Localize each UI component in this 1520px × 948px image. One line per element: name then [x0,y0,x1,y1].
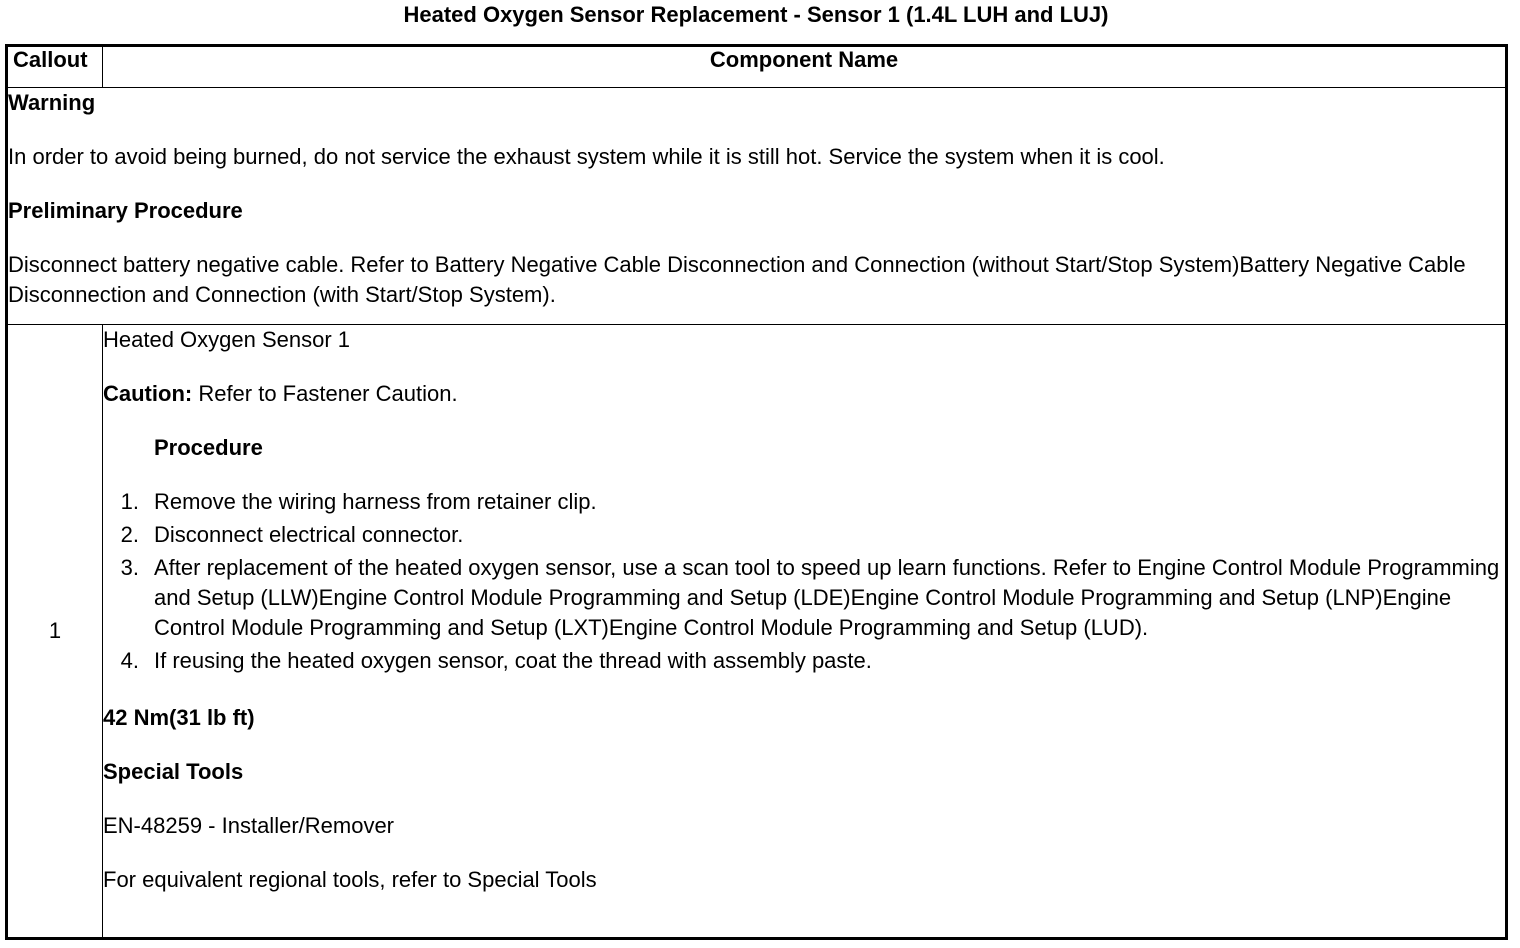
list-item [103,487,1505,517]
caution-line [103,379,1505,409]
component-name: Heated Oxygen Sensor 1 [103,327,351,352]
info-row [7,88,1507,325]
preliminary-heading: Preliminary Procedure [8,198,243,223]
procedure-steps [103,487,1505,676]
step-text: If reusing the heated oxygen sensor, coat the thread with assembly paste. [154,648,872,673]
page-title: Heated Oxygen Sensor Replacement - Sensor 1 (1.4L LUH and LUJ) [403,2,1109,27]
step-text: After replacement of the heated oxygen sensor, use a scan tool to speed up learn functions. Refer to Engine Control Module Programming and Setup (LLW)Engine Control Module Programming and Setup (LDE)Engine Control Module Programming and Setup (LNP)Engine Control Module Programming and Setup (LXT)Engine Control Module Programming and Setup (LUD). [154,555,1500,640]
torque-spec: 42 Nm(31 lb ft) [103,705,255,730]
step-number: 3. [120,555,139,580]
procedure-table [5,44,1508,940]
callout-column-header: Callout [7,46,103,88]
caution-text: Refer to Fastener Caution. [192,381,458,406]
list-item [103,646,1505,676]
step-number: 2. [120,522,139,547]
component-name-column-header: Component Name [103,46,1507,88]
warning-heading: Warning [8,90,96,115]
step-number: 4. [120,648,139,673]
list-item [103,520,1505,550]
step-text: Disconnect electrical connector. [154,522,464,547]
table-header-row [7,46,1507,88]
callout-number: 1 [7,325,103,939]
special-tools-heading: Special Tools [103,759,244,784]
equivalent-tools-note: For equivalent regional tools, refer to Special Tools [103,867,597,892]
procedure-heading: Procedure [154,435,263,460]
preliminary-text: Disconnect battery negative cable. Refer to Battery Negative Cable Disconnection and Connection (without Start/Stop System)Battery Negative Cable Disconnection and Connection (with Start/Stop System). [8,252,1466,307]
caution-label: Caution: [103,381,193,406]
warning-text: In order to avoid being burned, do not service the exhaust system while it is still hot. Service the system when it is cool. [8,144,1165,169]
list-item [103,553,1505,643]
component-cell [103,325,1507,939]
info-cell [7,88,1507,325]
tool-item: EN-48259 - Installer/Remover [103,813,395,838]
step-text: Remove the wiring harness from retainer clip. [154,489,597,514]
step-number: 1. [120,489,139,514]
table-row [7,325,1507,939]
